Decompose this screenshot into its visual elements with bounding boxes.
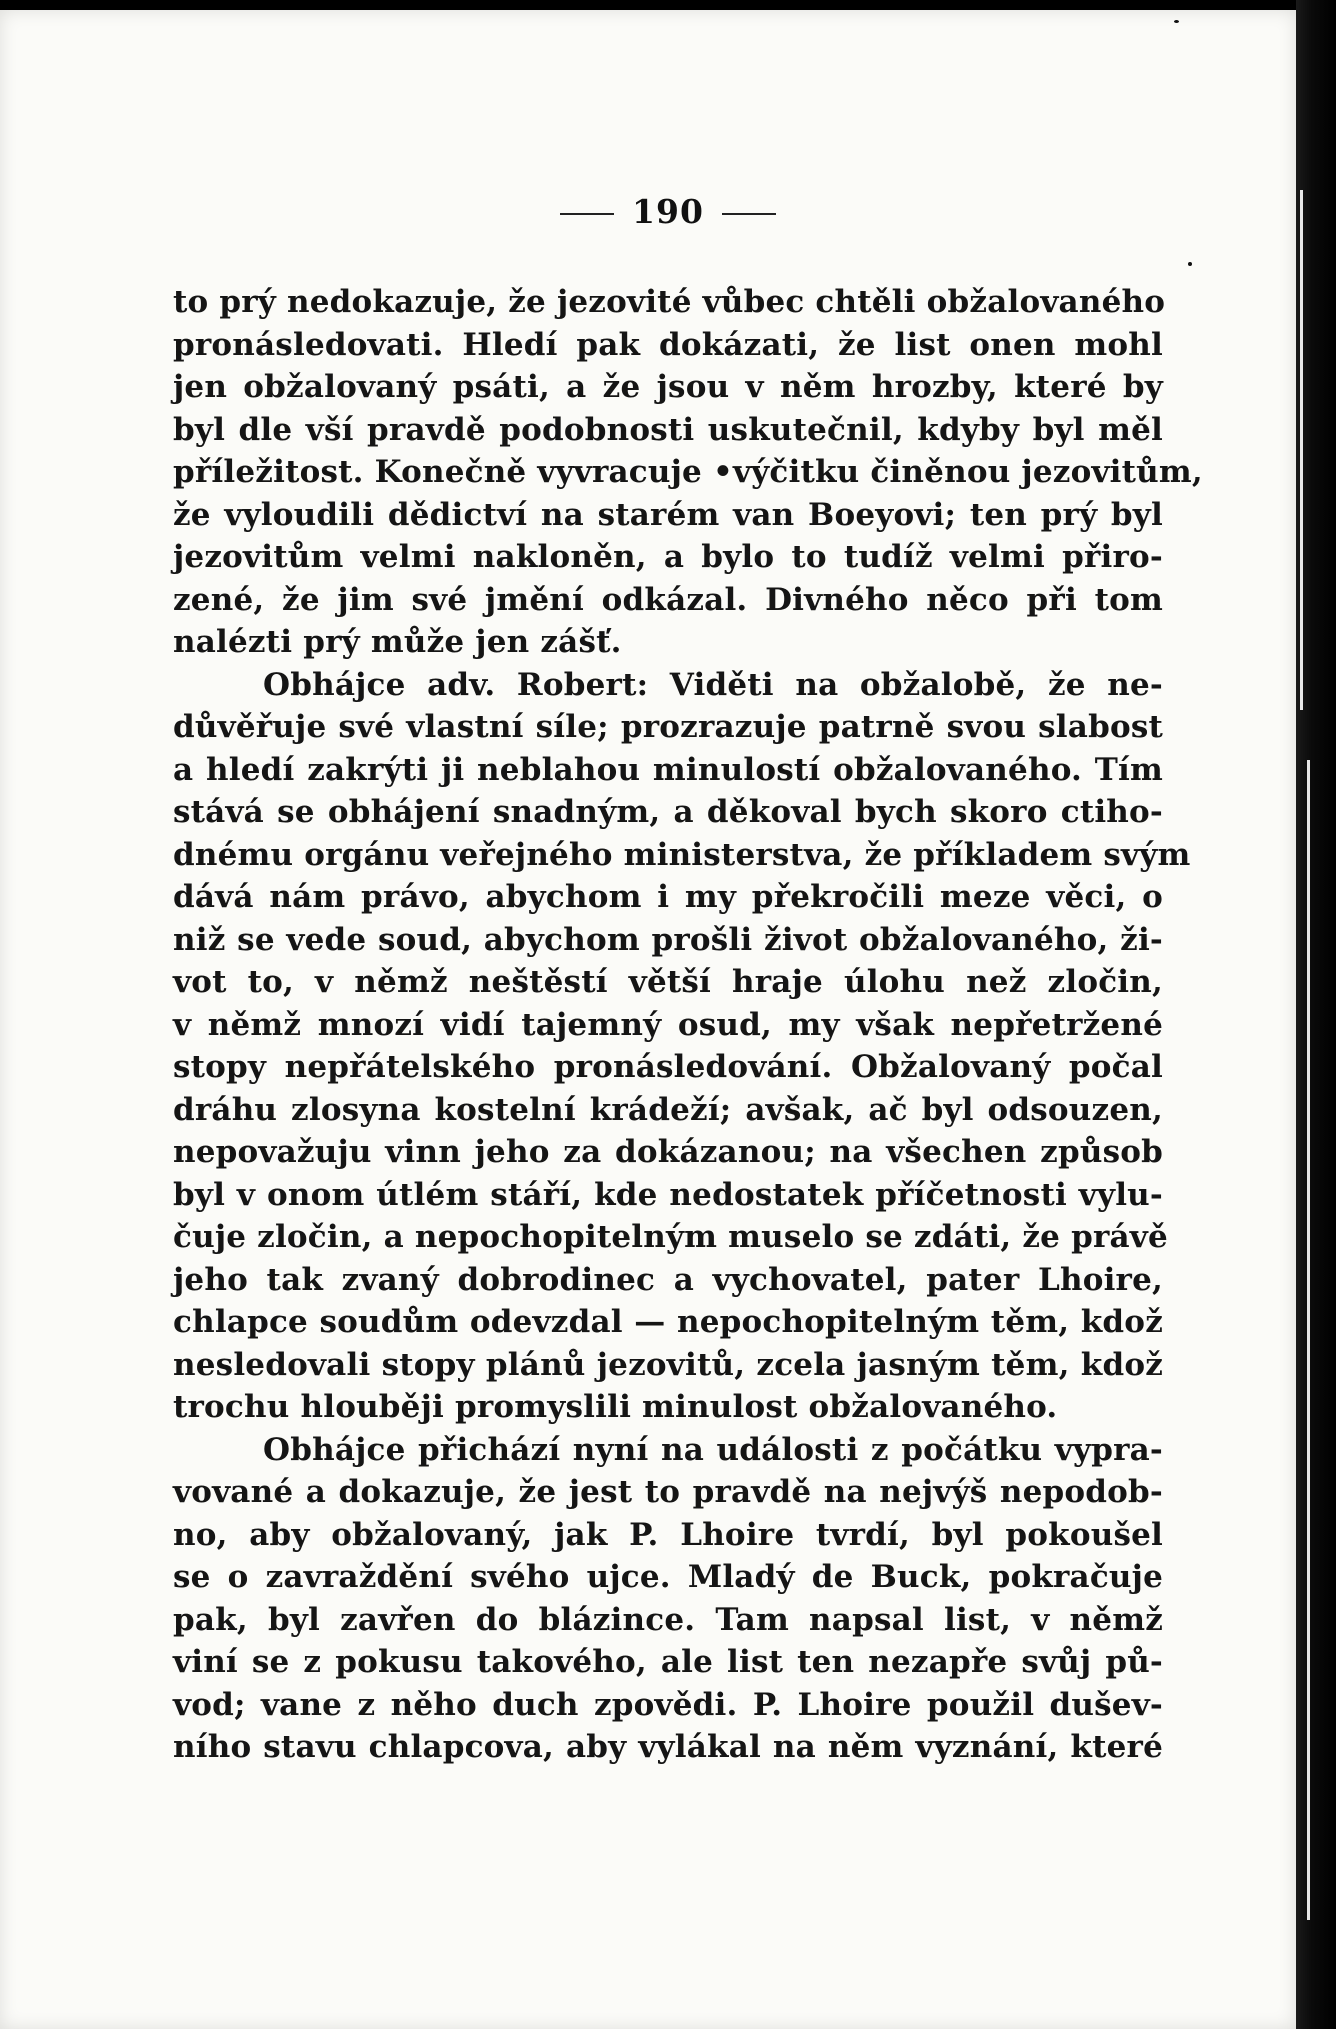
text-line: příležitost. Konečně vyvracuje •výčitku činěnou jezovitům, — [173, 454, 1203, 490]
text-line: to prý nedokazuje, že jezovité vůbec chtěli obžalovaného — [173, 284, 1166, 320]
text-line: stopy nepřátelského pronásledování. Obžalovaný počal — [173, 1049, 1163, 1085]
body-text — [173, 281, 1203, 1769]
text-line: že vyloudili dědictví na starém van Boeyovi; ten prý byl — [173, 496, 1163, 533]
text-line: chlapce soudům odevzdal — nepochopitelným těm, kdož — [173, 1304, 1163, 1340]
text-line: vot to, v němž neštěstí větší hraje úlohu než zločin, — [173, 964, 1163, 1000]
text-line: byl v onom útlém stáří, kde nedostatek příčetnosti vylu- — [173, 1176, 1163, 1213]
text-line: viní se z pokusu takového, ale list ten nezapře svůj pů- — [173, 1644, 1163, 1680]
text-line: jezovitům velmi nakloněn, a bylo to tudíž velmi přiro- — [173, 539, 1163, 575]
text-line: nesledovali stopy plánů jezovitů, zcela jasným těm, kdož — [173, 1346, 1163, 1383]
text-line: důvěřuje své vlastní síle; prozrazuje patrně svou slabost — [173, 709, 1163, 745]
print-speck — [1188, 262, 1192, 266]
text-line: dnému orgánu veřejného ministerstva, že příkladem svým — [173, 836, 1191, 873]
text-line: vované a dokazuje, že jest to pravdě na nejvýš nepodob- — [173, 1474, 1163, 1510]
print-speck — [1174, 20, 1179, 23]
text-line: a hledí zakrýti ji neblahou minulostí obžalovaného. Tím — [173, 751, 1163, 788]
text-line: pak, byl zavřen do blázince. Tam napsal list, v němž — [173, 1601, 1163, 1638]
text-line: Obhájce adv. Robert: Viděti na obžalobě, že ne- — [263, 666, 1163, 703]
page-edge-highlight — [1307, 760, 1310, 1920]
text-line: jen obžalovaný psáti, a že jsou v něm hrozby, které by — [173, 369, 1163, 405]
page-edge-highlight — [1300, 190, 1303, 710]
text-line: jeho tak zvaný dobrodinec a vychovatel, pater Lhoire, — [173, 1261, 1163, 1298]
text-line: pronásledovati. Hledí pak dokázati, že list onen mohl — [173, 326, 1163, 363]
text-line: stává se obhájení snadným, a děkoval bych skoro ctiho- — [173, 794, 1163, 830]
page-number: 190 — [0, 192, 1336, 231]
text-line: nepovažuju vinn jeho za dokázanou; na všechen způsob — [173, 1134, 1163, 1170]
text-line: niž se vede soud, abychom prošli život obžalovaného, ži- — [173, 921, 1163, 958]
text-line: čuje zločin, a nepochopitelným muselo se zdáti, že právě — [173, 1219, 1168, 1255]
text-line: nalézti prý může jen zášť. — [173, 624, 622, 660]
text-line: Obhájce přichází nyní na události z počátku vypra- — [263, 1431, 1163, 1468]
text-line: trochu hlouběji promyslili minulost obžalovaného. — [173, 1389, 1058, 1425]
text-line: byl dle vší pravdě podobnosti uskutečnil, kdyby byl měl — [173, 411, 1163, 448]
text-line: zené, že jim své jmění odkázal. Divného něco při tom — [173, 581, 1163, 618]
text-line: no, aby obžalovaný, jak P. Lhoire tvrdí, byl pokoušel — [173, 1516, 1163, 1553]
text-line: vod; vane z něho duch zpovědi. P. Lhoire použil dušev- — [173, 1686, 1163, 1723]
text-line: v němž mnozí vidí tajemný osud, my však nepřetržené — [173, 1006, 1163, 1043]
text-line: dává nám právo, abychom i my překročili meze věci, o — [173, 879, 1163, 915]
text-line: ního stavu chlapcova, aby vylákal na něm vyznání, které — [173, 1729, 1163, 1765]
text-line: dráhu zlosyna kostelní krádeží; avšak, ač byl odsouzen, — [173, 1091, 1163, 1128]
text-line: se o zavraždění svého ujce. Mladý de Buck, pokračuje — [173, 1559, 1163, 1595]
